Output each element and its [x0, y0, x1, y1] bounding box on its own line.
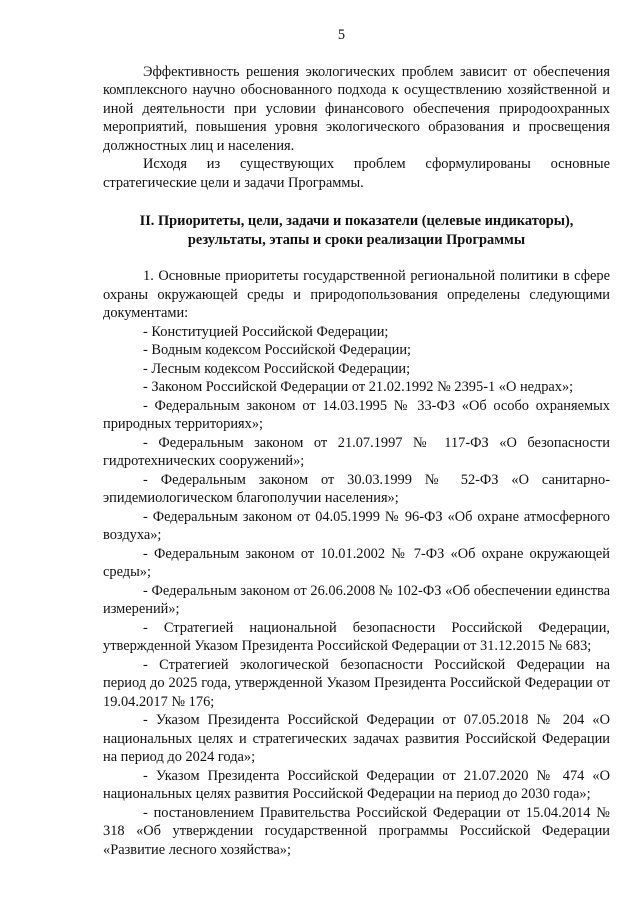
- list-item: - Водным кодексом Российской Федерации;: [143, 342, 412, 358]
- paragraph-effectiveness: Эффективность решения экологических проблем зависит от обеспечения комплексного научно обоснованного подхода к осуществлению хозяйственной и иной деятельности при условии финансового обеспечения природоохранных мероприятий, повышения уровня экологического образования и просвещения должностных лиц и населения.: [103, 63, 610, 154]
- list-item: - постановлением Правительства Российской Федерации от 15.04.2014 № 318 «Об утверждении государственной программы Российской Федерации «Развитие лесного хозяйства»;: [103, 804, 610, 858]
- list-item: - Федеральным законом от 21.07.1997 № 117-ФЗ «О безопасности гидротехнических сооружений»;: [103, 434, 610, 469]
- list-item: - Лесным кодексом Российской Федерации;: [143, 360, 411, 377]
- list-item: - Федеральным законом от 14.03.1995 № 33-ФЗ «Об особо охраняемых природных территориях»;: [103, 397, 610, 432]
- list-item: - Конституцией Российской Федерации;: [143, 323, 389, 340]
- list-item: - Федеральным законом от 30.03.1999 № 52-ФЗ «О санитарно-эпидемиологическом благополучии населения»;: [103, 471, 610, 506]
- page-number: 5: [337, 27, 346, 43]
- list-item: - Указом Президента Российской Федерации от 07.05.2018 № 204 «О национальных целях и стратегических задачах развития Российской Федерации на период до 2024 года»;: [103, 712, 610, 765]
- paragraph-goals: Исходя из существующих проблем сформулированы основные стратегические цели и задачи Программы.: [103, 156, 610, 191]
- section-title: II. Приоритеты, цели, задачи и показатели (целевые индикаторы), результаты, этапы и сроки реализации Программы: [139, 213, 574, 248]
- list-item: - Федеральным законом от 10.01.2002 № 7-ФЗ «Об охране окружающей среды»;: [103, 545, 610, 580]
- priorities-intro: 1. Основные приоритеты государственной региональной политики в сфере охраны окружающей среды и природопользования определены следующими документами:: [103, 268, 610, 321]
- list-item: - Указом Президента Российской Федерации от 21.07.2020 № 474 «О национальных целях развития Российской Федерации на период до 2030 года»;: [103, 767, 610, 802]
- list-item: - Федеральным законом от 04.05.1999 № 96-ФЗ «Об охране атмосферного воздуха»;: [103, 508, 610, 543]
- list-item: - Федеральным законом от 26.06.2008 № 102-ФЗ «Об обеспечении единства измерений»;: [103, 582, 610, 617]
- list-item: - Законом Российской Федерации от 21.02.1992 № 2395-1 «О недрах»;: [143, 379, 574, 395]
- list-item: - Стратегией национальной безопасности Российской Федерации, утвержденной Указом Президента Российской Федерации от 31.12.2015 № 683;: [103, 619, 610, 654]
- documents-list: [103, 323, 610, 860]
- list-item: - Стратегией экологической безопасности Российской Федерации на период до 2025 года, утвержденной Указом Президента Российской Федерации от 19.04.2017 № 176;: [103, 656, 610, 710]
